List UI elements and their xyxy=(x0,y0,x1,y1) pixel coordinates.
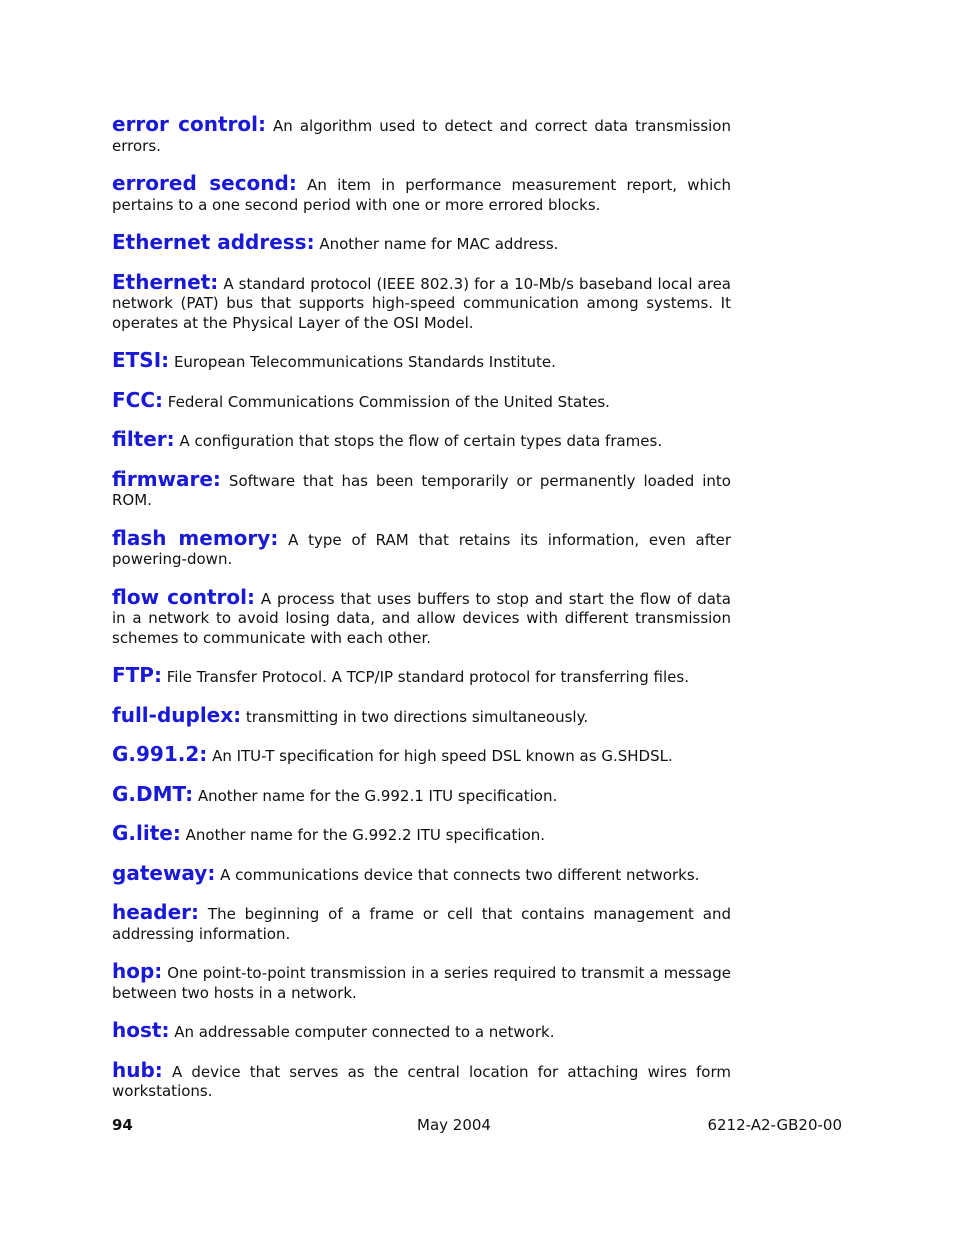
glossary-entry-header xyxy=(112,900,731,944)
document-number: 6212-A2-GB20-00 xyxy=(707,1116,842,1134)
glossary-definition: A type of RAM that retains its information, even after powering-down. xyxy=(112,530,731,568)
glossary-entry-g-dmt xyxy=(112,781,731,807)
glossary-definition: European Telecommunications Standards Institute. xyxy=(173,353,556,371)
glossary-entry-hub xyxy=(112,1057,731,1102)
glossary-definition: A device that serves as the central location for attaching wires form workstations. xyxy=(112,1062,731,1100)
glossary-term: G.lite: xyxy=(112,821,181,845)
glossary-entry-filter xyxy=(112,427,731,452)
publication-date: May 2004 xyxy=(417,1116,491,1134)
glossary-entry-etsi xyxy=(112,348,731,373)
glossary-term: Ethernet address: xyxy=(112,230,315,254)
glossary-definition: A process that uses buffers to stop and start the flow of data in a network to avoid losing data, and allow devices with different transmission schemes to communicate with each other. xyxy=(112,589,731,647)
glossary-entry-ftp xyxy=(112,663,731,688)
glossary-definition: An algorithm used to detect and correct data transmission errors. xyxy=(112,117,731,155)
glossary-definition: transmitting in two directions simultaneously. xyxy=(245,707,589,726)
glossary-definition: The beginning of a frame or cell that contains management and addressing information. xyxy=(112,905,731,943)
glossary-term: header: xyxy=(112,900,200,924)
glossary-entry-flow-control xyxy=(112,584,731,649)
glossary-term: FTP: xyxy=(112,663,162,687)
glossary-term: errored second: xyxy=(112,171,297,195)
page-number: 94 xyxy=(112,1116,133,1134)
glossary-term: gateway: xyxy=(112,860,216,885)
glossary-definition: Federal Communications Commission of the United States. xyxy=(167,392,610,411)
glossary-entry-ethernet-address xyxy=(112,230,731,255)
glossary-entry-fcc xyxy=(112,387,731,413)
glossary-definition: Software that has been temporarily or permanently loaded into ROM. xyxy=(112,471,731,509)
glossary-term: firmware: xyxy=(112,466,221,491)
glossary-entry-firmware xyxy=(112,466,731,511)
glossary-definition: A communications device that connects two different networks. xyxy=(220,865,700,884)
glossary-entry-full-duplex xyxy=(112,702,731,728)
glossary-term: G.991.2: xyxy=(112,742,208,766)
glossary-entry-ethernet xyxy=(112,269,731,334)
glossary-entry-error-control xyxy=(112,112,731,156)
glossary-entry-g-lite xyxy=(112,821,731,846)
glossary-term: host: xyxy=(112,1018,170,1042)
glossary-term: filter: xyxy=(112,427,175,451)
glossary-definition: An ITU-T specification for high speed DSL known as G.SHDSL. xyxy=(212,747,673,765)
glossary-entry-hop xyxy=(112,959,731,1003)
glossary-term: FCC: xyxy=(112,387,164,412)
glossary-term: Ethernet: xyxy=(112,269,219,294)
glossary-definition: Another name for MAC address. xyxy=(319,235,559,253)
glossary-term: flow control: xyxy=(112,584,255,609)
glossary-term: hop: xyxy=(112,959,163,983)
glossary-entry-errored-second xyxy=(112,171,731,215)
glossary-definition: An addressable computer connected to a network. xyxy=(174,1023,555,1041)
glossary-definition: File Transfer Protocol. A TCP/IP standard protocol for transferring files. xyxy=(166,668,689,686)
glossary-definition: Another name for the G.992.1 ITU specification. xyxy=(197,786,558,805)
glossary-term: ETSI: xyxy=(112,348,170,372)
page-footer xyxy=(0,1115,954,1137)
glossary-list xyxy=(112,112,731,1102)
glossary-definition: A configuration that stops the flow of certain types data frames. xyxy=(179,432,663,450)
glossary-term: full-duplex: xyxy=(112,702,242,727)
glossary-entry-flash-memory xyxy=(112,525,731,570)
glossary-definition: An item in performance measurement report, which pertains to a one second period with one or more errored blocks. xyxy=(112,176,731,214)
glossary-entry-host xyxy=(112,1018,731,1043)
glossary-term: flash memory: xyxy=(112,525,279,550)
glossary-entry-g991-2 xyxy=(112,742,731,767)
glossary-definition: One point-to-point transmission in a series required to transmit a message between two hosts in a network. xyxy=(112,964,731,1002)
glossary-term: G.DMT: xyxy=(112,781,194,806)
glossary-definition: A standard protocol (IEEE 802.3) for a 10-Mb/s baseband local area network (PAT) bus that supports high-speed communication among systems. It operates at the Physical Layer of the OSI Model. xyxy=(112,274,731,332)
glossary-definition: Another name for the G.992.2 ITU specification. xyxy=(185,826,546,844)
glossary-entry-gateway xyxy=(112,860,731,886)
glossary-term: hub: xyxy=(112,1057,163,1082)
glossary-term: error control: xyxy=(112,112,266,136)
